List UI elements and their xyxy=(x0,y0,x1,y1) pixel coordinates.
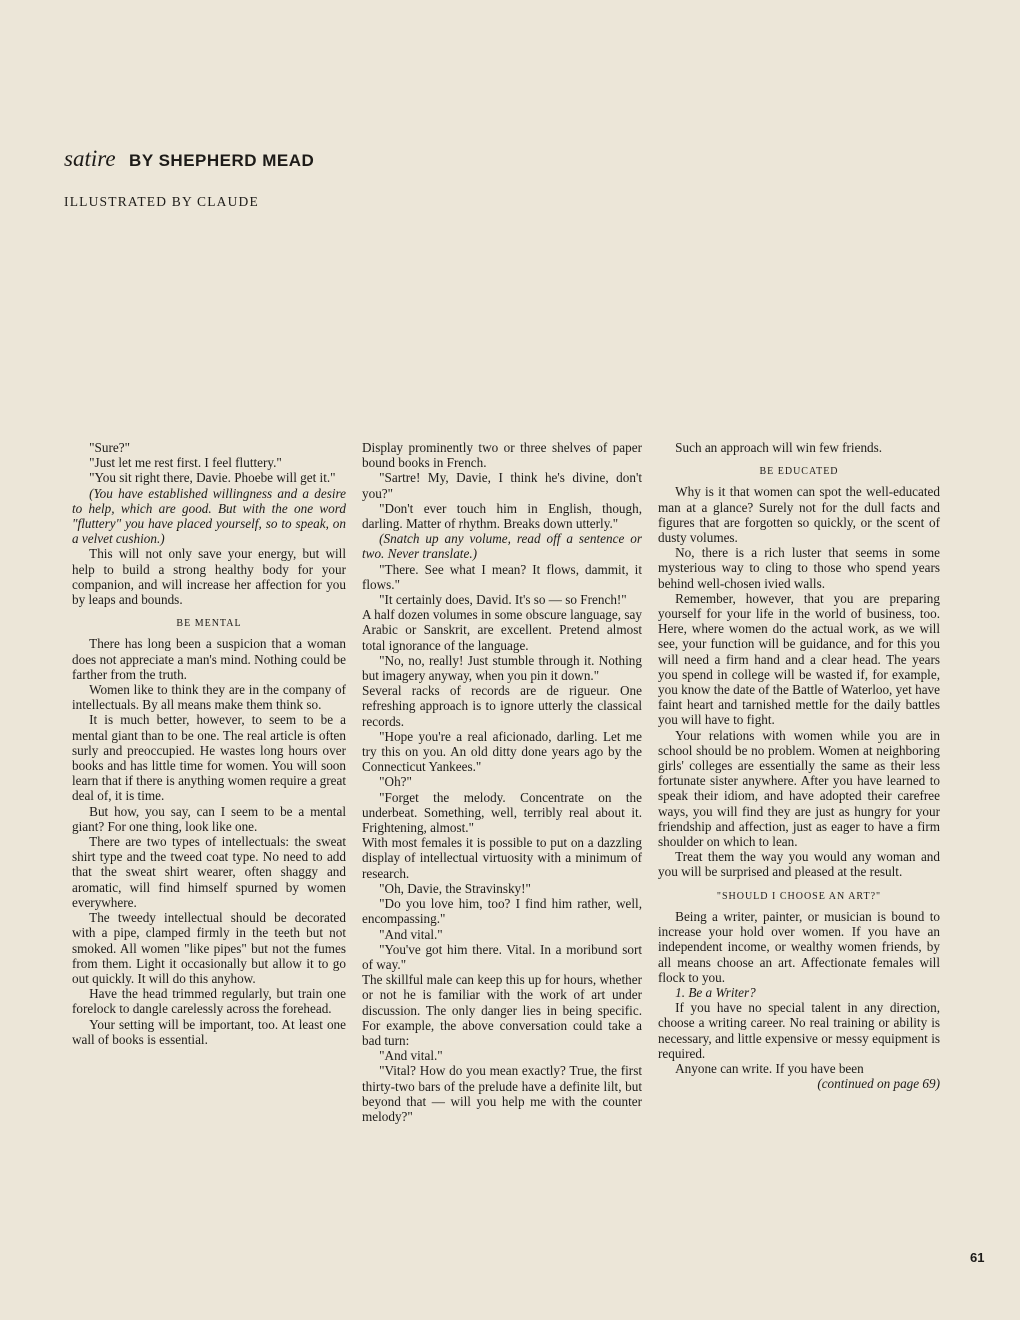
paragraph: "Sure?" xyxy=(89,440,130,455)
paragraph: Have the head trimmed regularly, but train one forelock to dangle carelessly across the forehead. xyxy=(72,986,346,1017)
paragraph: "There. See what I mean? It flows, dammit, it flows." xyxy=(362,561,642,592)
illustrator-credit: ILLUSTRATED BY CLAUDE xyxy=(64,194,259,209)
page-number: 61 xyxy=(970,1250,985,1265)
paragraph: "Just let me rest first. I feel fluttery." xyxy=(89,455,282,471)
paragraph: (Snatch up any volume, read off a sentence or two. Never translate.) xyxy=(362,531,642,562)
paragraph: No, there is a rich luster that seems in some mysterious way to cling to those who spend years behind well-chosen ivied walls. xyxy=(658,545,940,591)
paragraph: "Oh?" xyxy=(379,774,412,790)
paragraph: Your setting will be important, too. At least one wall of books is essential. xyxy=(72,1016,346,1047)
text-column-3 xyxy=(658,440,940,1091)
paragraph: Being a writer, painter, or musician is bound to increase your hold over women. If you have an independent income, or wealthy women friends, by all means choose an art. Affectionate females will flock to you. xyxy=(658,908,940,985)
paragraph: If you have no special talent in any direction, choose a writing career. No real training or ability is necessary, and little expensive or messy equipment is required. xyxy=(658,1000,940,1061)
paragraph: Treat them the way you would any woman and you will be surprised and pleased at the result. xyxy=(658,849,940,880)
section-heading: "SHOULD I CHOOSE AN ART?" xyxy=(716,890,882,902)
paragraph: The skillful male can keep this up for hours, whether or not he is familiar with the work of art under discussion. The only danger lies in being specific. For example, the above conversation could take a bad turn: xyxy=(362,972,642,1048)
paragraph: "Sartre! My, Davie, I think he's divine, don't you?" xyxy=(362,470,642,501)
paragraph: "Vital? How do you mean exactly? True, the first thirty-two bars of the prelude have a definite lilt, but beyond that — will you help me with the counter melody?" xyxy=(362,1063,642,1124)
paragraph: "Don't ever touch him in English, though, darling. Matter of rhythm. Breaks down utterly." xyxy=(362,500,642,532)
subheading: 1. Be a Writer? xyxy=(675,984,756,1000)
paragraph: It is much better, however, to seem to be a mental giant than to be one. The real article is often surly and preoccupied. He wastes long hours over books and has little time for women. You will soon learn that if there is anything women require a great deal of, it is time. xyxy=(72,712,346,804)
paragraph: "And vital." xyxy=(379,926,443,942)
paragraph: There are two types of intellectuals: the sweat shirt type and the tweed coat type. No need to add that the sweat shirt wearer, often shaggy and aromatic, will find himself spurned by women everywhere. xyxy=(72,834,346,910)
paragraph: "And vital." xyxy=(379,1048,443,1064)
section-heading: BE EDUCATED xyxy=(759,466,839,478)
paragraph: Women like to think they are in the company of intellectuals. By all means make them think so. xyxy=(72,682,346,713)
paragraph: But how, you say, can I seem to be a mental giant? For one thing, look like one. xyxy=(72,803,346,834)
paragraph: "You sit right there, Davie. Phoebe will get it." xyxy=(89,470,336,486)
paragraph: "No, no, really! Just stumble through it. Nothing but imagery anyway, when you pin it down." xyxy=(362,652,642,684)
byline xyxy=(64,146,564,172)
paragraph: With most females it is possible to put on a dazzling display of intellectual virtuosity with a minimum of research. xyxy=(362,835,642,881)
paragraph: This will not only save your energy, but will help to build a strong healthy body for your companion, and will increase her affection for you by leaps and bounds. xyxy=(72,546,346,608)
section-heading: BE MENTAL xyxy=(176,618,242,630)
paragraph: "Oh, Davie, the Stravinsky!" xyxy=(379,880,531,896)
paragraph: Your relations with women while you are in school should be no problem. Women at neighboring girls' colleges are essentially the same as their less fortunate sister anywhere. After you have learned to speak their idiom, and have adopted their carefree ways, you will find they are just as hungry for your friendship and affection, just as eager to have a firm shoulder on which to lean. xyxy=(658,727,940,850)
paragraph: Several racks of records are de rigueur. One refreshing approach is to ignore utterly the classical records. xyxy=(362,683,642,729)
section-kicker: satire xyxy=(64,146,116,171)
paragraph: Why is it that women can spot the well-educated man at a glance? Surely not for the dull facts and figures that are forgotten so quickly, or the scent of dusty volumes. xyxy=(658,484,940,546)
paragraph: Such an approach will win few friends. xyxy=(675,440,883,455)
paragraph: Remember, however, that you are preparing yourself for your life in the world of business, too. Here, where women do the actual work, as we will see, your function will be guidance, and for this you will need a firm hand and a clear head. The years you spend in college will be wasted if, for example, you know the date of the Battle of Waterloo, yet have faint heart and tarnished mettle for the daily battles you will have to fight. xyxy=(658,590,940,728)
continued-note: (continued on page 69) xyxy=(817,1076,940,1092)
text-column-2 xyxy=(362,440,642,1124)
paragraph: "Hope you're a real aficionado, darling. Let me try this on you. An old ditty done years ago by the Connecticut Yankees." xyxy=(362,728,642,775)
paragraph: "Do you love him, too? I find him rather, well, encompassing." xyxy=(362,896,642,927)
paragraph: "Forget the melody. Concentrate on the underbeat. Something, well, terribly real about it. Frightening, almost." xyxy=(362,789,642,836)
paragraph: There has long been a suspicion that a woman does not appreciate a man's mind. Nothing could be farther from the truth. xyxy=(72,636,346,682)
text-column-1 xyxy=(72,440,346,1047)
author-byline: BY SHEPHERD MEAD xyxy=(129,151,315,170)
paragraph: "You've got him there. Vital. In a moribund sort of way." xyxy=(362,941,642,972)
article-header xyxy=(64,146,564,210)
paragraph: "It certainly does, David. It's so — so French!" xyxy=(379,592,627,608)
paragraph: A half dozen volumes in some obscure language, say Arabic or Sanskrit, are excellent. Pretend almost total ignorance of the language. xyxy=(362,607,642,653)
paragraph: (You have established willingness and a desire to help, which are good. But with the one word "fluttery" you have placed yourself, so to speak, on a velvet cushion.) xyxy=(72,485,346,547)
paragraph: Anyone can write. If you have been xyxy=(675,1060,864,1076)
paragraph: The tweedy intellectual should be decorated with a pipe, clamped firmly in the teeth but not smoked. All women "like pipes" but not the fumes from them. Light it occasionally but allow it to go out quickly. It will do this anyhow. xyxy=(72,910,346,986)
paragraph: Display prominently two or three shelves of paper bound books in French. xyxy=(362,440,642,471)
